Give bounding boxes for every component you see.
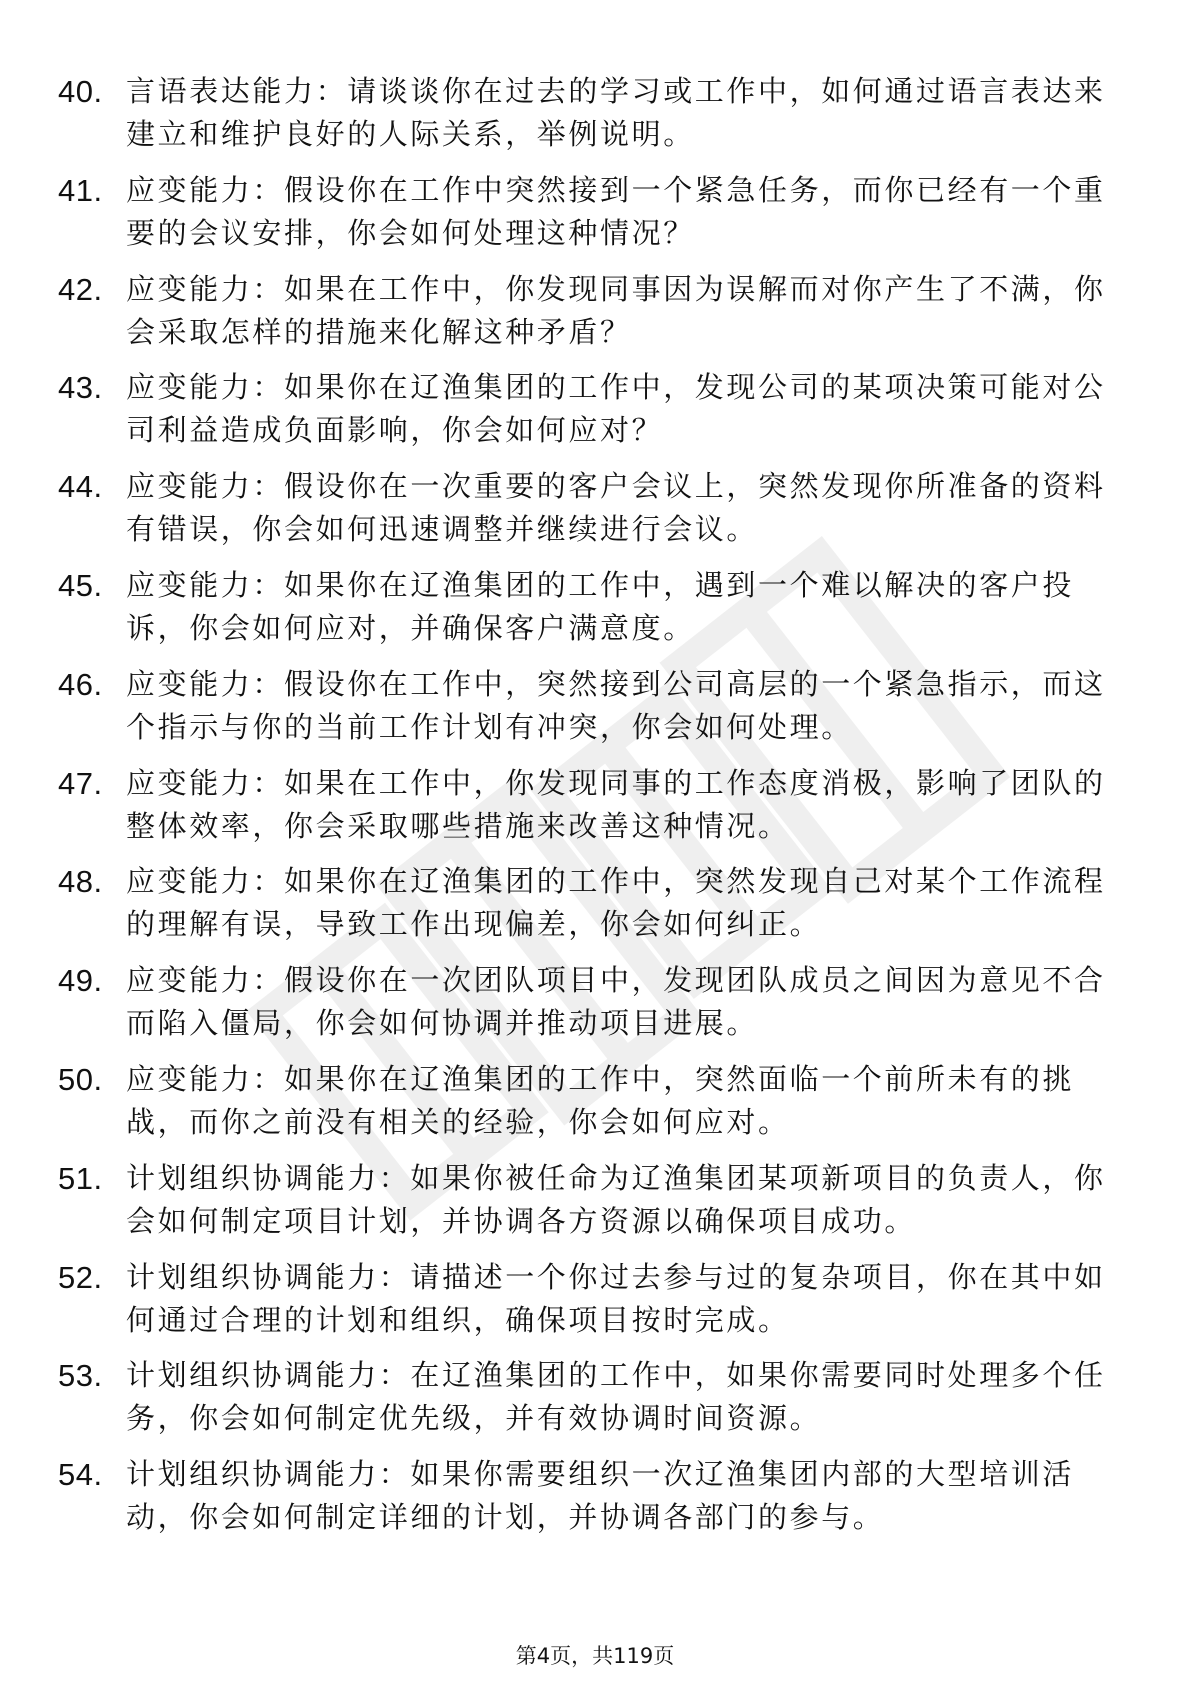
question-item — [58, 1453, 1118, 1539]
question-text: 应变能力：如果你在辽渔集团的工作中，突然面临一个前所未有的挑战，而你之前没有相关的经验，你会如何应对。 — [126, 1061, 1075, 1139]
question-list — [58, 70, 1118, 1552]
question-number: 54. — [58, 1457, 103, 1493]
question-number: 44. — [58, 469, 103, 505]
question-number: 42. — [58, 271, 103, 307]
question-text: 计划组织协调能力：在辽渔集团的工作中，如果你需要同时处理多个任务，你会如何制定优先级，并有效协调时间资源。 — [126, 1358, 1106, 1436]
question-text: 言语表达能力：请谈谈你在过去的学习或工作中，如何通过语言表达来建立和维护良好的人际关系，举例说明。 — [126, 74, 1106, 151]
question-text: 应变能力：如果你在辽渔集团的工作中，发现公司的某项决策可能对公司利益造成负面影响，你会如何应对？ — [126, 370, 1106, 448]
question-text: 应变能力：假设你在工作中突然接到一个紧急任务，而你已经有一个重要的会议安排，你会如何处理这种情况？ — [126, 172, 1106, 250]
question-item — [58, 268, 1118, 354]
question-item — [58, 169, 1118, 255]
question-text: 应变能力：如果你在辽渔集团的工作中，突然发现自己对某个工作流程的理解有误，导致工作出现偏差，你会如何纠正。 — [126, 864, 1106, 942]
question-number: 53. — [58, 1358, 103, 1394]
question-text: 应变能力：如果你在辽渔集团的工作中，遇到一个难以解决的客户投诉，你会如何应对，并确保客户满意度。 — [126, 567, 1075, 645]
question-number: 47. — [58, 765, 103, 801]
question-number: 50. — [58, 1061, 103, 1097]
question-item — [58, 663, 1118, 749]
question-item — [58, 465, 1118, 551]
question-number: 46. — [58, 666, 103, 702]
question-item — [58, 70, 1118, 156]
question-number: 49. — [58, 963, 103, 999]
question-number: 43. — [58, 370, 103, 406]
question-text: 计划组织协调能力：请描述一个你过去参与过的复杂项目，你在其中如何通过合理的计划和组织，确保项目按时完成。 — [126, 1259, 1106, 1337]
question-item — [58, 1256, 1118, 1342]
question-number: 52. — [58, 1259, 103, 1295]
question-item — [58, 762, 1118, 848]
question-number: 40. — [58, 74, 103, 109]
question-text: 应变能力：假设你在一次团队项目中，发现团队成员之间因为意见不合而陷入僵局，你会如何协调并推动项目进展。 — [126, 963, 1106, 1041]
question-number: 48. — [58, 864, 103, 900]
question-item — [58, 1157, 1118, 1243]
page-footer: 第4页，共119页 — [515, 1644, 675, 1668]
question-item — [58, 1058, 1118, 1144]
question-item — [58, 959, 1118, 1045]
question-number: 51. — [58, 1160, 103, 1196]
question-item — [58, 1354, 1118, 1440]
question-text: 应变能力：如果在工作中，你发现同事的工作态度消极，影响了团队的整体效率，你会采取哪些措施来改善这种情况。 — [126, 765, 1106, 843]
question-text: 应变能力：假设你在工作中，突然接到公司高层的一个紧急指示，而这个指示与你的当前工作计划有冲突，你会如何处理。 — [126, 666, 1106, 744]
question-text: 计划组织协调能力：如果你需要组织一次辽渔集团内部的大型培训活动，你会如何制定详细的计划，并协调各部门的参与。 — [126, 1457, 1075, 1535]
question-text: 应变能力：如果在工作中，你发现同事因为误解而对你产生了不满，你会采取怎样的措施来化解这种矛盾？ — [126, 271, 1106, 349]
question-text: 应变能力：假设你在一次重要的客户会议上，突然发现你所准备的资料有错误，你会如何迅速调整并继续进行会议。 — [126, 469, 1106, 547]
question-item — [58, 564, 1118, 650]
question-item — [58, 860, 1118, 946]
question-item — [58, 366, 1118, 452]
question-number: 41. — [58, 172, 103, 208]
question-number: 45. — [58, 567, 103, 603]
question-text: 计划组织协调能力：如果你被任命为辽渔集团某项新项目的负责人，你会如何制定项目计划，并协调各方资源以确保项目成功。 — [126, 1160, 1106, 1238]
